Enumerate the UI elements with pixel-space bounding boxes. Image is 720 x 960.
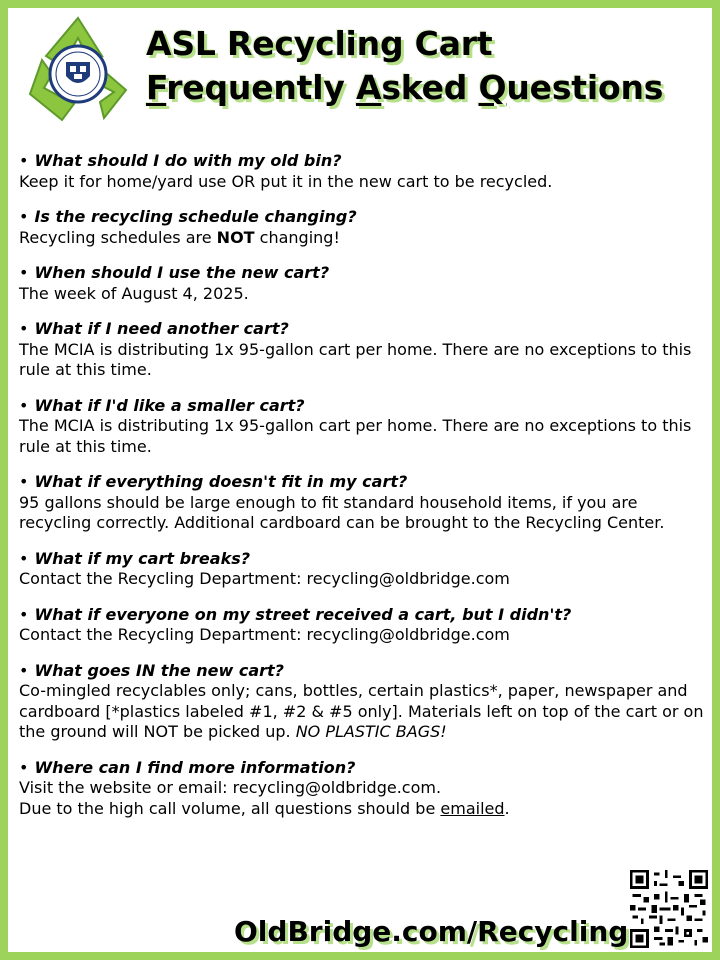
- faq-question: • When should I use the new cart?: [19, 263, 330, 282]
- faq-answer: Visit the website or email: recycling@oldbridge.com.: [19, 778, 442, 797]
- faq-item: [19, 549, 705, 590]
- faq-item: [19, 472, 705, 534]
- header: [8, 8, 712, 136]
- faq-item: [19, 151, 705, 192]
- title-line-2: Frequently Asked Questions: [146, 68, 664, 107]
- faq-item: [19, 207, 705, 248]
- faq-answer: Contact the Recycling Department: recycling@oldbridge.com: [19, 625, 510, 644]
- title-line-1: ASL Recycling Cart: [146, 24, 493, 63]
- faq-item: [19, 396, 705, 458]
- faq-answer-note: Due to the high call volume, all questions should be emailed.: [19, 798, 510, 818]
- faq-question: • What goes IN the new cart?: [19, 660, 284, 680]
- qr-code-icon[interactable]: [630, 870, 708, 948]
- page-title: [146, 22, 712, 110]
- faq-question: • What if everyone on my street received a cart, but I didn't?: [19, 604, 572, 624]
- faq-question: • What if my cart breaks?: [19, 548, 251, 568]
- faq-answer: The week of August 4, 2025.: [19, 283, 249, 303]
- faq-item: [19, 605, 705, 646]
- faq-item: [19, 319, 705, 381]
- faq-question: • What should I do with my old bin?: [19, 151, 342, 170]
- faq-question: • Is the recycling schedule changing?: [19, 207, 357, 226]
- faq-answer: Co-mingled recyclables only; cans, bottles, certain plastics*, paper, newspaper and cardboard [*plastics labeled #1, #2 & #5 only]. Materials left on top of the cart or on the ground will NOT be picked up. NO PLASTIC BAGS!: [19, 681, 704, 741]
- faq-answer: Keep it for home/yard use OR put it in the new cart to be recycled.: [19, 171, 553, 191]
- faq-question: • Where can I find more information?: [19, 757, 356, 777]
- faq-answer: Recycling schedules are NOT changing!: [19, 227, 340, 247]
- faq-question: • What if I'd like a smaller cart?: [19, 395, 305, 415]
- flyer-page: [8, 8, 712, 952]
- faq-answer: 95 gallons should be large enough to fit standard household items, if you are recycling correctly. Additional cardboard can be brought to the Recycling Center.: [19, 492, 665, 532]
- faq-answer: The MCIA is distributing 1x 95-gallon cart per home. There are no exceptions to this rule at this time.: [19, 339, 692, 379]
- faq-answer: The MCIA is distributing 1x 95-gallon cart per home. There are no exceptions to this rule at this time.: [19, 416, 692, 456]
- faq-answer: Contact the Recycling Department: recycling@oldbridge.com: [19, 569, 510, 588]
- faq-question: • What if I need another cart?: [19, 319, 289, 338]
- footer-url[interactable]: OldBridge.com/Recycling: [234, 915, 629, 948]
- faq-list: [19, 151, 705, 834]
- faq-question: • What if everything doesn't fit in my cart?: [19, 472, 408, 491]
- faq-item: [19, 263, 705, 304]
- faq-item: [19, 758, 705, 820]
- faq-item: [19, 661, 705, 743]
- recycling-seal-icon: [22, 14, 134, 126]
